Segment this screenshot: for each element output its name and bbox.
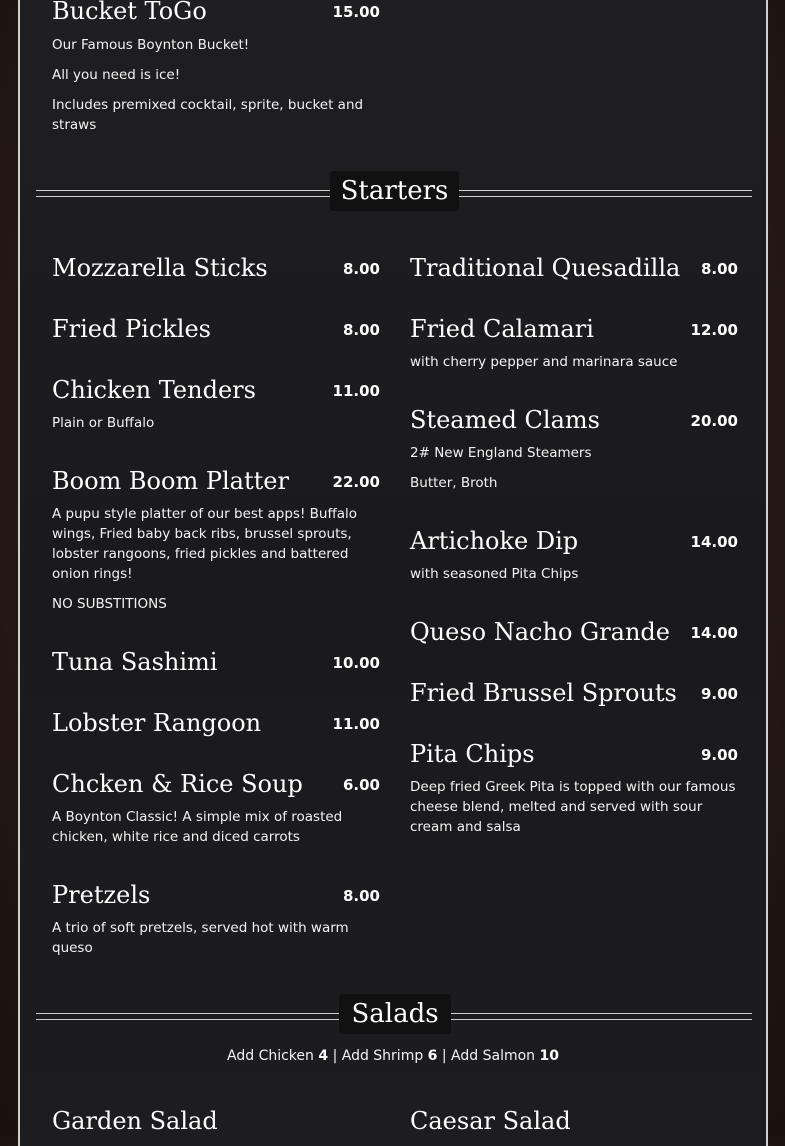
addon-label: Add Shrimp	[341, 1048, 424, 1064]
item-name: Traditional Quesadilla	[410, 254, 681, 282]
item-name: Fried Pickles	[52, 315, 211, 343]
item-name: Pita Chips	[410, 740, 535, 768]
item-name: Garden Salad	[52, 1107, 218, 1135]
item-price: 22.00	[332, 473, 380, 491]
item-description: Includes premixed cocktail, sprite, bucket and straws	[52, 97, 364, 133]
item-price: 12.00	[690, 321, 738, 339]
item-name: Chcken & Rice Soup	[52, 770, 303, 798]
item-description: All you need is ice!	[52, 67, 181, 83]
item-name: Steamed Clams	[410, 406, 600, 434]
item-name: Caesar Salad	[410, 1107, 571, 1135]
item-name: Tuna Sashimi	[52, 648, 218, 676]
item-price: 8.00	[342, 260, 380, 278]
item-price: 11.00	[332, 382, 380, 400]
item-name: Queso Nacho Grande	[410, 618, 670, 646]
item-name: Lobster Rangoon	[52, 709, 262, 737]
item-name: Chicken Tenders	[52, 376, 256, 404]
addon-price: 10	[539, 1048, 559, 1064]
item-price: 6.00	[342, 776, 380, 794]
item-name: Fried Brussel Sprouts	[410, 679, 677, 707]
item-description: with seasoned Pita Chips	[410, 566, 579, 582]
item-description: Butter, Broth	[410, 475, 498, 491]
item-price: 9.00	[700, 746, 738, 764]
item-name: Boom Boom Platter	[52, 467, 289, 495]
item-description: A pupu style platter of our best apps! Buffalo wings, Fried baby back ribs, brussel sprouts, lobster rangoons, fried pickles and battered onion rings!	[52, 506, 358, 582]
item-price: 14.00	[690, 533, 738, 551]
item-name: Artichoke Dip	[410, 527, 579, 555]
item-price: 9.00	[700, 685, 738, 703]
addon-separator: |	[441, 1048, 447, 1064]
item-price: 20.00	[690, 412, 738, 430]
menu-panel	[18, 0, 768, 1146]
item-price: 14.00	[690, 624, 738, 642]
item-description: with cherry pepper and marinara sauce	[410, 354, 678, 370]
item-name: Pretzels	[52, 881, 151, 909]
item-price: 8.00	[700, 260, 738, 278]
section-title-salads: Salads	[339, 994, 451, 1034]
item-name: Bucket ToGo	[52, 0, 207, 25]
item-description: NO SUBSTITIONS	[52, 596, 167, 612]
salad-addons	[20, 1048, 766, 1064]
item-price: 11.00	[332, 715, 380, 733]
item-name: Fried Calamari	[410, 315, 594, 343]
addon-label: Add Chicken	[227, 1048, 314, 1064]
addon-price: 4	[318, 1048, 329, 1064]
addon-label: Add Salmon	[451, 1048, 536, 1064]
item-name: Mozzarella Sticks	[52, 254, 268, 282]
item-description: Plain or Buffalo	[52, 415, 155, 431]
item-description: Our Famous Boynton Bucket!	[52, 37, 250, 53]
item-price: 8.00	[342, 887, 380, 905]
item-description: A Boynton Classic! A simple mix of roasted chicken, white rice and diced carrots	[52, 809, 343, 845]
item-price: 10.00	[332, 654, 380, 672]
item-description: Deep fried Greek Pita is topped with our famous cheese blend, melted and served with sour cream and salsa	[410, 779, 736, 835]
section-title-starters: Starters	[330, 171, 459, 211]
addon-separator: |	[332, 1048, 338, 1064]
item-price: 8.00	[342, 321, 380, 339]
item-price: 15.00	[332, 3, 380, 21]
item-description: 2# New England Steamers	[410, 445, 592, 461]
addon-price: 6	[427, 1048, 438, 1064]
item-description: A trio of soft pretzels, served hot with warm queso	[52, 920, 349, 956]
